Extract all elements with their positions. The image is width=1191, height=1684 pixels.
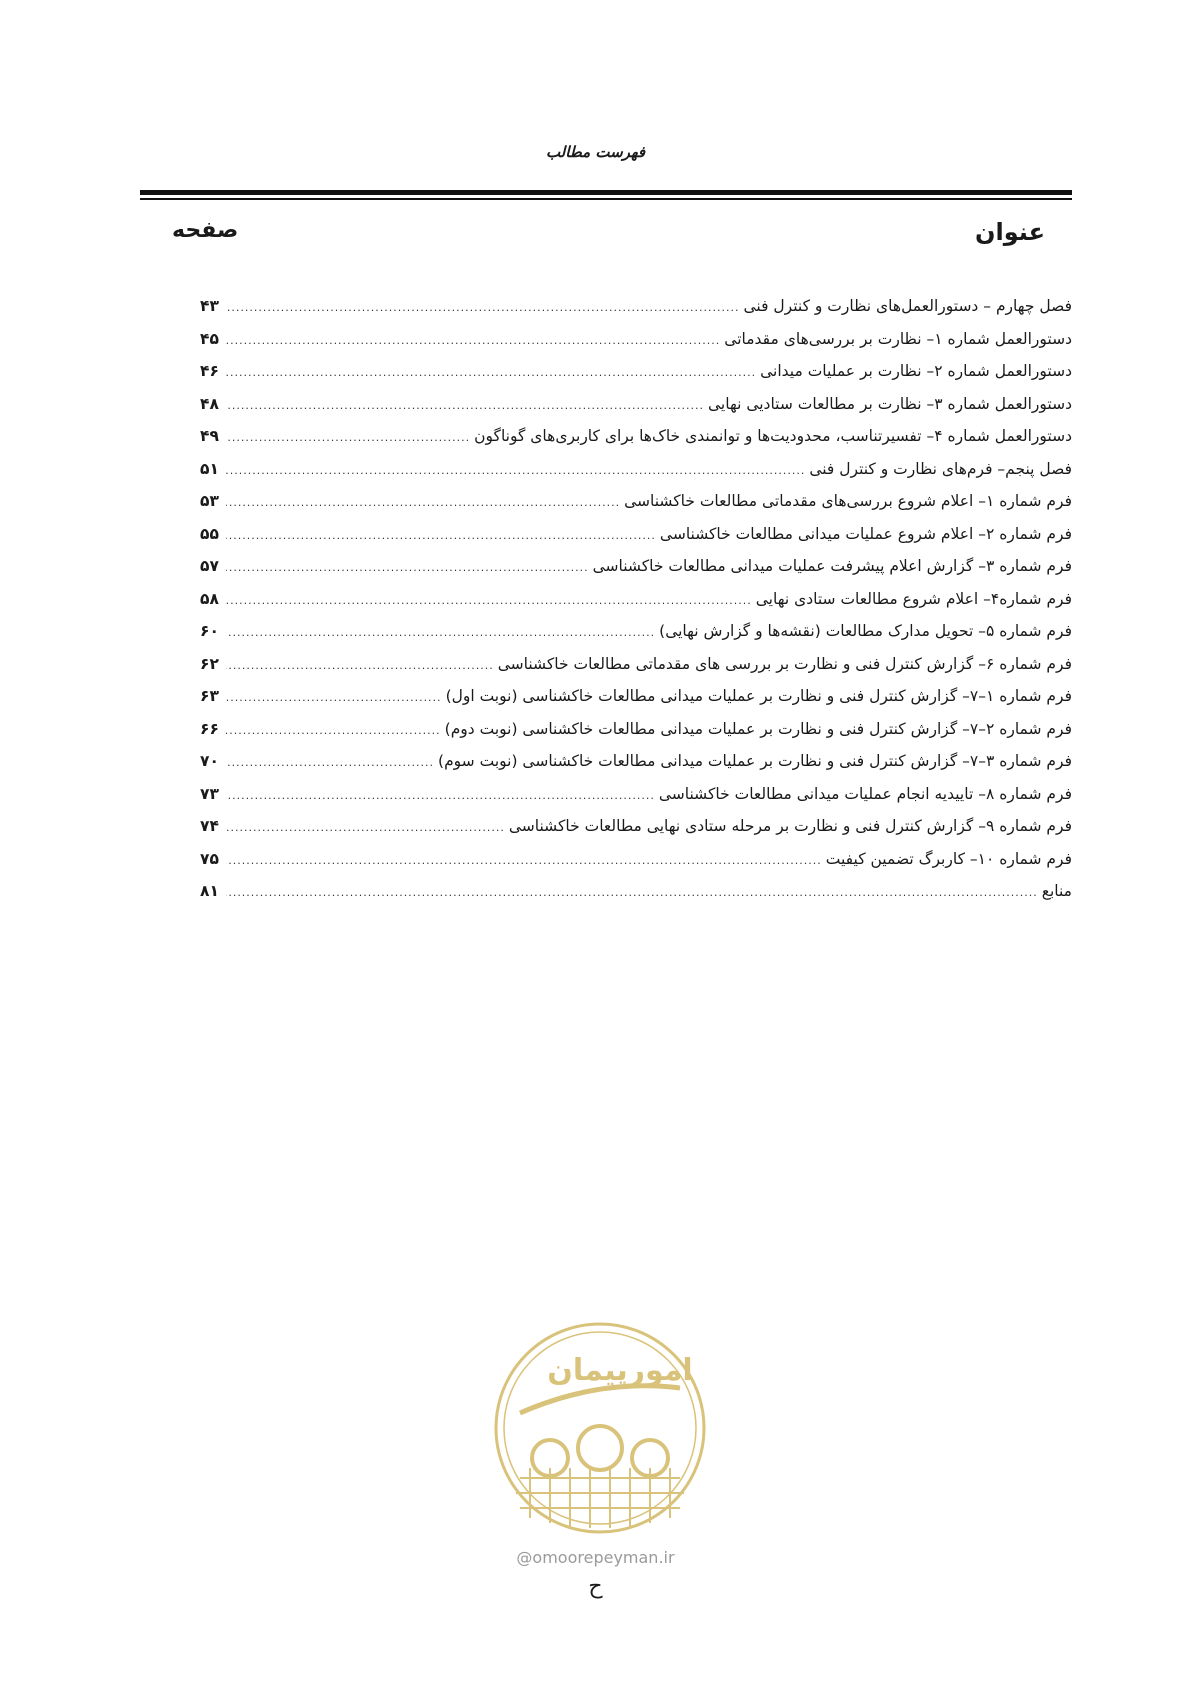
toc-entry-page: ۴۳	[200, 297, 219, 315]
toc-leader-dots	[226, 747, 434, 780]
toc-entry[interactable]	[200, 388, 1072, 421]
toc-leader-dots	[226, 552, 589, 585]
toc-leader-dots	[226, 682, 442, 715]
toc-leader-dots	[226, 520, 656, 553]
toc-entry[interactable]	[200, 680, 1072, 713]
toc-entry-title: فرم شماره ۶– گزارش کنترل فنی و نظارت بر بررسی های مقدماتی مطالعات خاکشناسی	[497, 654, 1072, 673]
toc-entry[interactable]	[200, 323, 1072, 356]
toc-entry-title: فصل پنجم– فرم‌های نظارت و کنترل فنی	[809, 459, 1072, 478]
toc-leader-dots	[226, 650, 494, 683]
toc-entry-title: فرم شماره ۱–۷– گزارش کنترل فنی و نظارت بر عملیات میدانی مطالعات خاکشناسی (نوبت اول)	[445, 687, 1072, 705]
toc-leader-dots	[226, 617, 655, 650]
toc-entry[interactable]	[200, 745, 1072, 778]
toc-leader-dots	[226, 422, 470, 455]
toc-entry-title: فصل چهارم – دستورالعمل‌های نظارت و کنترل فنی	[743, 297, 1072, 315]
toc-leader-dots	[226, 845, 822, 878]
toc-leader-dots	[226, 390, 704, 423]
toc-entry-title: دستورالعمل شماره ۲– نظارت بر عملیات میدانی	[760, 362, 1072, 380]
toc-entry-page: ۵۸	[200, 589, 219, 608]
toc-entry-page: ۸۱	[200, 882, 219, 900]
page-number: ح	[588, 1574, 603, 1599]
toc-leader-dots	[226, 325, 720, 358]
toc-leader-dots	[226, 487, 620, 520]
toc-entry-page: ۵۷	[200, 557, 219, 575]
toc-entry-page: ۶۳	[200, 687, 219, 705]
toc-entry-title: فرم شماره ۲– اعلام شروع عملیات میدانی مطالعات خاکشناسی	[659, 524, 1072, 543]
toc-entry-page: ۴۵	[200, 329, 219, 348]
toc-entry[interactable]	[200, 875, 1072, 908]
toc-entry-page: ۵۳	[200, 492, 219, 510]
toc-entry[interactable]	[200, 485, 1072, 518]
toc-leader-dots	[226, 812, 505, 845]
header-rule-thin	[140, 198, 1072, 200]
toc-entry-title: فرم شماره ۲–۷– گزارش کنترل فنی و نظارت بر عملیات میدانی مطالعات خاکشناسی (نوبت دوم)	[444, 719, 1072, 738]
toc-entry[interactable]	[200, 420, 1072, 453]
toc-leader-dots	[226, 455, 805, 488]
toc-entry-page: ۷۳	[200, 784, 219, 803]
toc-entry-page: ۵۵	[200, 524, 219, 543]
toc-entry[interactable]	[200, 810, 1072, 843]
toc-entry-title: فرم شماره ۱۰– کاربرگ تضمین کیفیت	[825, 849, 1072, 868]
toc-entry-title: فرم شماره ۱– اعلام شروع بررسی‌های مقدماتی مطالعات خاکشناسی	[624, 492, 1072, 510]
omoore-peyman-seal-icon	[490, 1318, 710, 1538]
toc-entry[interactable]	[200, 290, 1072, 323]
toc-entry-page: ۷۰	[200, 752, 219, 770]
toc-entry[interactable]	[200, 355, 1072, 388]
toc-entry-title: فرم شماره۴– اعلام شروع مطالعات ستادی نهایی	[755, 589, 1072, 608]
toc-entry[interactable]	[200, 843, 1072, 876]
toc-leader-dots	[226, 780, 655, 813]
toc-entry-title: فرم شماره ۸– تاییدیه انجام عملیات میدانی مطالعات خاکشناسی	[658, 784, 1072, 803]
toc-leader-dots	[226, 877, 1038, 910]
toc-entry[interactable]	[200, 615, 1072, 648]
header-rule-thick	[140, 190, 1072, 195]
toc-entry[interactable]	[200, 453, 1072, 486]
toc-entry-title: منابع	[1041, 882, 1072, 900]
toc-entry-page: ۴۸	[200, 394, 219, 413]
toc-leader-dots	[226, 715, 441, 748]
table-of-contents	[200, 290, 1072, 908]
toc-entry-page: ۷۵	[200, 849, 219, 868]
toc-entry-title: دستورالعمل شماره ۴– تفسیرتناسب، محدودیت‌ها و توانمندی خاک‌ها برای کاربری‌های گوناگون	[474, 427, 1072, 445]
toc-entry-page: ۶۶	[200, 719, 219, 738]
toc-entry[interactable]	[200, 583, 1072, 616]
toc-entry-title: فرم شماره ۵– تحویل مدارک مطالعات (نقشه‌ها و گزارش نهایی)	[659, 622, 1072, 640]
toc-leader-dots	[226, 357, 756, 390]
seal-text: امورپیمان	[547, 1353, 693, 1388]
toc-entry[interactable]	[200, 648, 1072, 681]
page-header-title: فهرست مطالب	[545, 143, 646, 161]
toc-entry[interactable]	[200, 778, 1072, 811]
toc-entry-title: فرم شماره ۹– گزارش کنترل فنی و نظارت بر مرحله ستادی نهایی مطالعات خاکشناسی	[508, 817, 1072, 835]
toc-entry-page: ۵۱	[200, 459, 219, 478]
toc-entry-page: ۴۹	[200, 427, 219, 445]
toc-leader-dots	[226, 585, 752, 618]
column-heading-page: صفحه	[172, 218, 239, 243]
toc-entry-title: فرم شماره ۳– گزارش اعلام پیشرفت عملیات میدانی مطالعات خاکشناسی	[592, 557, 1072, 575]
toc-entry[interactable]	[200, 550, 1072, 583]
toc-entry-title: دستورالعمل شماره ۳– نظارت بر مطالعات ستادیی نهایی	[707, 394, 1072, 413]
toc-entry[interactable]	[200, 518, 1072, 551]
toc-entry-page: ۶۰	[200, 622, 219, 640]
toc-entry-page: ۴۶	[200, 362, 219, 380]
column-heading-title: عنوان	[975, 218, 1045, 246]
toc-entry-page: ۷۴	[200, 817, 219, 835]
watermark-url: @omoorepeyman.ir	[516, 1548, 675, 1567]
toc-entry-title: دستورالعمل شماره ۱– نظارت بر بررسی‌های مقدماتی	[724, 329, 1072, 348]
toc-entry-page: ۶۲	[200, 654, 219, 673]
toc-entry-title: فرم شماره ۳–۷– گزارش کنترل فنی و نظارت بر عملیات میدانی مطالعات خاکشناسی (نوبت سوم)	[438, 752, 1072, 770]
toc-entry[interactable]	[200, 713, 1072, 746]
toc-leader-dots	[226, 292, 739, 325]
